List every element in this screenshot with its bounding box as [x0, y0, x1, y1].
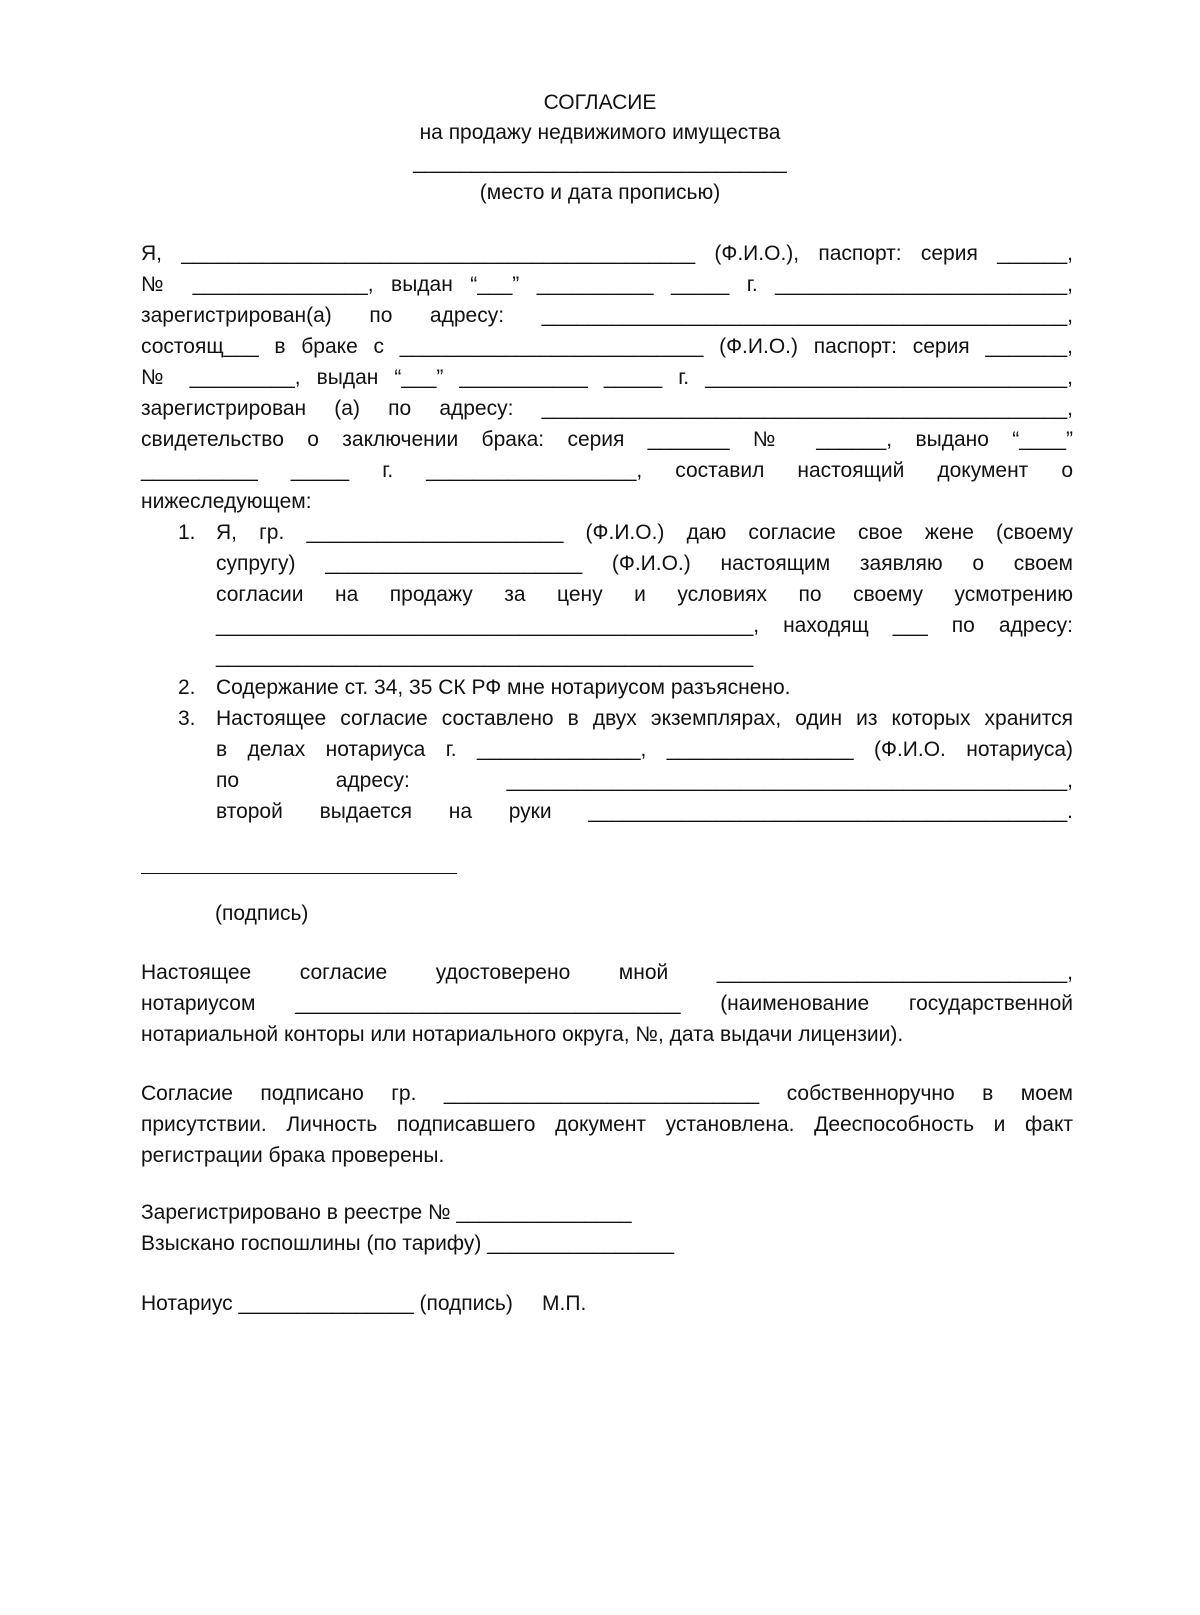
- certification-paragraph: [141, 957, 1073, 1050]
- signed-line: присутствии. Личность подписавшего документ установлена. Дееспособность и факт: [141, 1113, 1073, 1136]
- signature-line: [141, 873, 457, 874]
- list-item-line: ______________________________________________, находящ ___ по адресу:: [216, 614, 1073, 637]
- notary-line: Нотариус _______________ (подпись) М.П.: [141, 1292, 587, 1315]
- certification-line-last: нотариальной конторы или нотариального округа, №, дата выдачи лицензии).: [141, 1023, 904, 1046]
- notary-block: [141, 1288, 1073, 1319]
- signed-line-last: регистрации брака проверены.: [141, 1144, 445, 1167]
- registry-line: Зарегистрировано в реестре № _______________: [141, 1201, 632, 1224]
- signature-caption: (подпись): [215, 902, 309, 925]
- intro-line-last: нижеследующем:: [141, 490, 312, 513]
- list-item-line-last: Содержание ст. 34, 35 СК РФ мне нотариусом разъяснено.: [216, 676, 791, 699]
- document-header: [0, 88, 1200, 208]
- fee-line: Взыскано госпошлины (по тарифу) ________________: [141, 1232, 675, 1255]
- document-title: СОГЛАСИЕ: [543, 91, 657, 114]
- intro-paragraph: [141, 238, 1073, 517]
- intro-line: зарегистрирован (а) по адресу: _____________________________________________,: [141, 397, 1073, 420]
- list-item-line-last: ______________________________________________: [216, 645, 754, 668]
- list-item-line: второй выдается на руки _________________________________________.: [216, 800, 1073, 823]
- list-item-number: 1.: [178, 521, 196, 544]
- list-item-number: 3.: [178, 707, 196, 730]
- certification-line: Настоящее согласие удостоверено мной ______________________________,: [141, 961, 1073, 984]
- intro-line: Я, ____________________________________________ (Ф.И.О.), паспорт: серия ______,: [141, 242, 1073, 265]
- intro-line: № _________, выдан “___” ___________ _____ г. _______________________________,: [141, 366, 1073, 389]
- list-item-3: [141, 703, 1073, 827]
- list-item-line: Я, гр. ______________________ (Ф.И.О.) даю согласие свое жене (своему: [216, 521, 1073, 544]
- list-item-line: в делах нотариуса г. ______________, ________________ (Ф.И.О. нотариуса): [216, 738, 1073, 761]
- intro-line: __________ _____ г. __________________, составил настоящий документ о: [141, 459, 1073, 482]
- list-item-line: по адресу: ________________________________________________,: [216, 769, 1073, 792]
- document-subtitle: на продажу недвижимого имущества: [419, 121, 781, 144]
- list-item-number: 2.: [178, 676, 196, 699]
- intro-line: состоящ___ в браке с __________________________ (Ф.И.О.) паспорт: серия _______,: [141, 335, 1073, 358]
- list-item-line: супругу) ______________________ (Ф.И.О.) настоящим заявляю о своем: [216, 552, 1073, 575]
- intro-line: свидетельство о заключении брака: серия _______ № ______, выдано “____”: [141, 428, 1073, 451]
- place-date-caption: (место и дата прописью): [479, 181, 721, 204]
- signed-paragraph: [141, 1078, 1073, 1171]
- list-item-line: Настоящее согласие составлено в двух экземплярах, один из которых хранится: [216, 707, 1073, 730]
- signed-line: Согласие подписано гр. ___________________________ собственноручно в моем: [141, 1082, 1073, 1105]
- intro-line: зарегистрирован(а) по адресу: _____________________________________________,: [141, 304, 1073, 327]
- registry-block: [141, 1197, 1073, 1259]
- list-item-2: [141, 672, 1073, 703]
- numbered-list: [141, 517, 1073, 827]
- intro-line: № _______________, выдан “___” __________ _____ г. _________________________,: [141, 273, 1073, 296]
- certification-line: нотариусом _________________________________ (наименование государственной: [141, 992, 1073, 1015]
- list-item-1: [141, 517, 1073, 672]
- place-date-blank: ________________________________: [413, 151, 787, 174]
- list-item-line: согласии на продажу за цену и условиях по своему усмотрению: [216, 583, 1073, 606]
